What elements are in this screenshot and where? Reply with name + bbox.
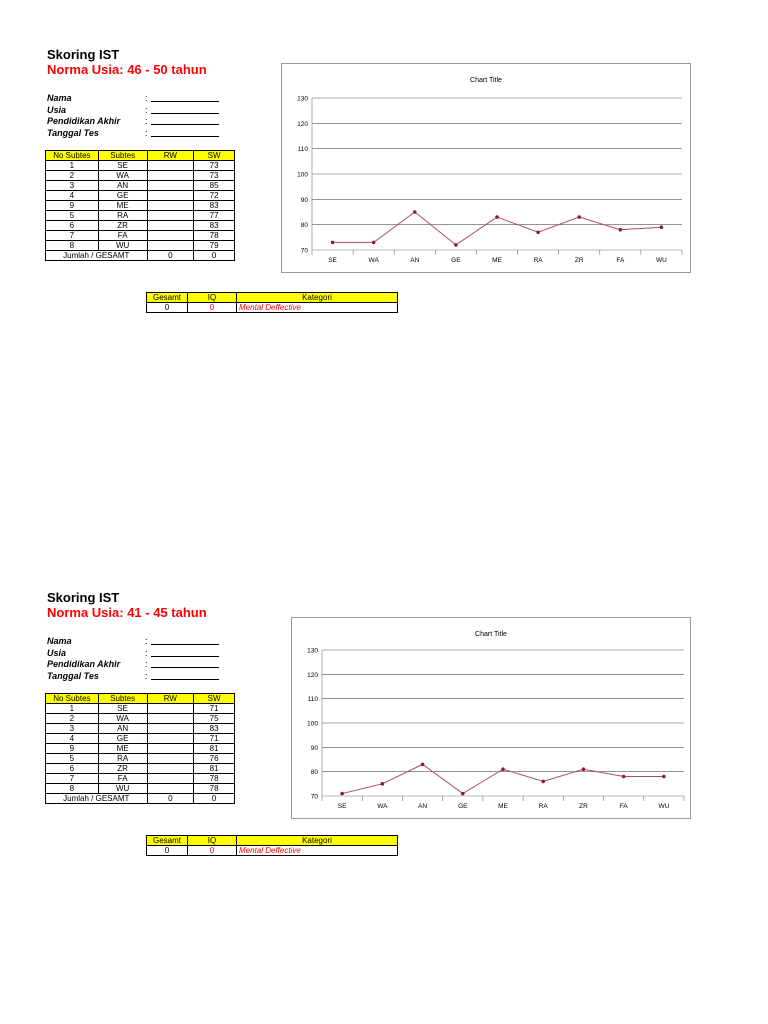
raw-score-cell[interactable]: [147, 171, 194, 181]
iq-table: [146, 292, 398, 313]
subtest-code: GE: [98, 734, 147, 744]
data-point: [381, 782, 385, 786]
table-row: [46, 704, 235, 714]
line-chart-svg: [292, 618, 690, 818]
field-blank-line[interactable]: [151, 667, 219, 668]
gesamt-value: 0: [147, 303, 188, 313]
table-row: [46, 764, 235, 774]
standard-score: 78: [194, 231, 235, 241]
field-blank-line[interactable]: [151, 136, 219, 137]
iq-row: [147, 303, 398, 313]
column-header: IQ: [188, 293, 237, 303]
raw-score-cell[interactable]: [147, 191, 194, 201]
total-raw: 0: [147, 251, 194, 261]
y-tick-label: 90: [300, 196, 308, 204]
column-header: SW: [194, 151, 235, 161]
table-row: [46, 241, 235, 251]
field-label: Pendidikan Akhir: [47, 659, 121, 669]
table-row: [46, 774, 235, 784]
raw-score-cell[interactable]: [147, 161, 194, 171]
data-point: [622, 775, 626, 779]
field-colon: :: [145, 636, 148, 646]
standard-score: 78: [194, 784, 235, 794]
data-point: [536, 230, 540, 234]
total-row: [46, 251, 235, 261]
table-row: [46, 784, 235, 794]
raw-score-cell[interactable]: [147, 181, 194, 191]
standard-score: 71: [194, 704, 235, 714]
field-usia: [47, 105, 227, 117]
score-header-row: [46, 694, 235, 704]
column-header: No Subtes: [46, 151, 99, 161]
field-label: Usia: [47, 104, 67, 115]
table-row: [46, 191, 235, 201]
column-header: RW: [147, 694, 194, 704]
gesamt-value: 0: [147, 846, 188, 856]
standard-score: 79: [194, 241, 235, 251]
data-point: [660, 225, 664, 229]
field-label: Nama: [47, 636, 72, 646]
subtest-number: 3: [46, 181, 99, 191]
line-chart: [291, 617, 691, 819]
field-label: Pendidikan Akhir: [47, 116, 121, 126]
data-point: [662, 775, 666, 779]
x-tick-label: AN: [410, 257, 420, 264]
y-tick-label: 80: [310, 769, 318, 777]
field-blank-line[interactable]: [151, 101, 219, 102]
column-header: Gesamt: [147, 293, 188, 303]
data-point: [619, 228, 623, 232]
x-tick-label: SE: [337, 803, 347, 810]
subtest-code: ME: [98, 201, 147, 211]
table-row: [46, 161, 235, 171]
table-row: [46, 754, 235, 764]
field-label: Usia: [47, 647, 67, 658]
x-tick-label: SE: [328, 257, 337, 264]
subtest-code: ZR: [98, 221, 147, 231]
field-colon: :: [145, 670, 148, 681]
x-tick-label: WA: [368, 257, 379, 264]
standard-score: 83: [194, 724, 235, 734]
raw-score-cell[interactable]: [147, 201, 194, 211]
line-chart: [281, 63, 691, 273]
x-tick-label: ZR: [579, 803, 588, 810]
total-label: Jumlah / GESAMT: [46, 794, 148, 804]
table-row: [46, 181, 235, 191]
table-row: [46, 211, 235, 221]
subtest-code: WA: [98, 714, 147, 724]
subtest-code: SE: [98, 704, 147, 714]
data-point: [331, 241, 335, 245]
table-row: [46, 221, 235, 231]
y-tick-label: 110: [307, 696, 318, 704]
y-tick-label: 90: [310, 744, 318, 752]
table-row: [46, 724, 235, 734]
iq-header-row: [147, 293, 398, 303]
standard-score: 72: [194, 191, 235, 201]
subtest-number: 5: [46, 211, 99, 221]
field-colon: :: [145, 116, 148, 126]
data-point: [421, 763, 425, 767]
column-header: Kategori: [237, 293, 398, 303]
data-point: [454, 243, 458, 247]
column-header: Subtes: [98, 694, 147, 704]
x-tick-label: WA: [377, 803, 388, 810]
field-colon: :: [145, 659, 148, 669]
x-tick-label: RA: [538, 803, 548, 810]
standard-score: 83: [194, 201, 235, 211]
age-norm: Norma Usia: 46 - 50 tahun: [47, 62, 207, 77]
standard-score: 83: [194, 221, 235, 231]
subtest-code: WA: [98, 171, 147, 181]
column-header: SW: [194, 694, 235, 704]
y-tick-label: 130: [307, 647, 318, 655]
category-value: Mental Deffective: [237, 303, 398, 313]
y-tick-label: 70: [310, 793, 318, 801]
sheet-title: Skoring IST: [47, 47, 120, 62]
subtest-code: ME: [98, 744, 147, 754]
field-usia: [47, 648, 227, 660]
subtest-number: 1: [46, 161, 99, 171]
raw-score-cell[interactable]: [147, 221, 194, 231]
field-pendidikan: [47, 116, 227, 128]
raw-score-cell[interactable]: [147, 231, 194, 241]
raw-score-cell[interactable]: [147, 704, 194, 714]
raw-score-cell[interactable]: [147, 754, 194, 764]
y-tick-label: 100: [307, 720, 318, 728]
table-row: [46, 231, 235, 241]
x-tick-label: FA: [619, 803, 628, 810]
raw-score-cell[interactable]: [147, 734, 194, 744]
sheet-title: Skoring IST: [47, 590, 120, 605]
subtest-number: 4: [46, 734, 99, 744]
column-header: IQ: [188, 836, 237, 846]
data-point: [501, 767, 505, 771]
y-tick-label: 120: [297, 120, 308, 128]
data-point: [413, 210, 417, 214]
data-point: [461, 792, 465, 796]
subtest-code: AN: [98, 181, 147, 191]
score-table: [45, 150, 235, 261]
data-point: [495, 215, 499, 219]
x-tick-label: GE: [451, 257, 461, 264]
data-point: [340, 792, 344, 796]
subtest-code: GE: [98, 191, 147, 201]
chart-title: Chart Title: [475, 631, 507, 638]
x-tick-label: GE: [458, 803, 468, 810]
identity-fields: [47, 636, 227, 682]
subtest-code: RA: [98, 211, 147, 221]
standard-score: 73: [194, 171, 235, 181]
standard-score: 78: [194, 774, 235, 784]
field-colon: :: [145, 647, 148, 658]
subtest-code: SE: [98, 161, 147, 171]
x-tick-label: ME: [498, 803, 508, 810]
raw-score-cell[interactable]: [147, 724, 194, 734]
table-row: [46, 171, 235, 181]
category-value: Mental Deffective: [237, 846, 398, 856]
raw-score-cell[interactable]: [147, 714, 194, 724]
table-row: [46, 734, 235, 744]
data-point: [372, 241, 376, 245]
data-point: [582, 767, 586, 771]
subtest-number: 5: [46, 754, 99, 764]
field-label: Nama: [47, 93, 72, 103]
table-row: [46, 744, 235, 754]
raw-score-cell[interactable]: [147, 764, 194, 774]
raw-score-cell[interactable]: [147, 241, 194, 251]
field-blank-line[interactable]: [151, 124, 219, 125]
total-standard: 0: [194, 794, 235, 804]
subtest-number: 9: [46, 201, 99, 211]
x-tick-label: ZR: [574, 257, 584, 264]
iq-header-row: [147, 836, 398, 846]
age-norm: Norma Usia: 41 - 45 tahun: [47, 605, 207, 620]
raw-score-cell[interactable]: [147, 784, 194, 794]
field-blank-line[interactable]: [151, 644, 219, 645]
standard-score: 73: [194, 161, 235, 171]
line-chart-svg: [282, 64, 690, 272]
y-tick-label: 70: [300, 247, 308, 255]
field-blank-line[interactable]: [151, 679, 219, 680]
subtest-number: 4: [46, 191, 99, 201]
subtest-code: WU: [98, 241, 147, 251]
x-tick-label: ME: [492, 257, 502, 264]
field-blank-line[interactable]: [151, 113, 219, 114]
standard-score: 71: [194, 734, 235, 744]
field-label: Tanggal Tes: [47, 127, 99, 138]
field-colon: :: [145, 104, 148, 115]
subtest-number: 3: [46, 724, 99, 734]
field-nama: [47, 93, 227, 105]
total-row: [46, 794, 235, 804]
y-tick-label: 130: [297, 95, 308, 103]
subtest-number: 6: [46, 764, 99, 774]
identity-fields: [47, 93, 227, 139]
column-header: RW: [147, 151, 194, 161]
iq-row: [147, 846, 398, 856]
subtest-number: 2: [46, 714, 99, 724]
chart-title: Chart Title: [470, 77, 502, 84]
iq-table: [146, 835, 398, 856]
data-point: [577, 215, 581, 219]
subtest-code: AN: [98, 724, 147, 734]
field-tanggal: [47, 128, 227, 140]
total-raw: 0: [147, 794, 194, 804]
subtest-number: 8: [46, 241, 99, 251]
score-table: [45, 693, 235, 804]
y-tick-label: 120: [307, 671, 318, 679]
field-colon: :: [145, 93, 148, 103]
total-standard: 0: [194, 251, 235, 261]
field-tanggal: [47, 671, 227, 683]
standard-score: 85: [194, 181, 235, 191]
x-tick-label: AN: [418, 803, 428, 810]
field-pendidikan: [47, 659, 227, 671]
subtest-number: 9: [46, 744, 99, 754]
subtest-number: 8: [46, 784, 99, 794]
standard-score: 81: [194, 744, 235, 754]
x-tick-label: WU: [658, 803, 670, 810]
y-tick-label: 100: [297, 171, 308, 179]
column-header: No Subtes: [46, 694, 99, 704]
field-colon: :: [145, 127, 148, 138]
raw-score-cell[interactable]: [147, 774, 194, 784]
field-blank-line[interactable]: [151, 656, 219, 657]
x-tick-label: RA: [533, 257, 543, 264]
subtest-code: FA: [98, 231, 147, 241]
subtest-number: 6: [46, 221, 99, 231]
subtest-number: 2: [46, 171, 99, 181]
y-tick-label: 110: [297, 146, 308, 154]
subtest-number: 7: [46, 774, 99, 784]
y-tick-label: 80: [300, 222, 308, 230]
total-label: Jumlah / GESAMT: [46, 251, 148, 261]
iq-value: 0: [188, 303, 237, 313]
iq-value: 0: [188, 846, 237, 856]
raw-score-cell[interactable]: [147, 744, 194, 754]
x-tick-label: WU: [656, 257, 667, 264]
field-nama: [47, 636, 227, 648]
subtest-number: 1: [46, 704, 99, 714]
score-header-row: [46, 151, 235, 161]
standard-score: 77: [194, 211, 235, 221]
standard-score: 75: [194, 714, 235, 724]
subtest-number: 7: [46, 231, 99, 241]
column-header: Subtes: [98, 151, 147, 161]
standard-score: 81: [194, 764, 235, 774]
data-point: [541, 780, 545, 784]
column-header: Kategori: [237, 836, 398, 846]
x-tick-label: FA: [616, 257, 625, 264]
table-row: [46, 714, 235, 724]
subtest-code: FA: [98, 774, 147, 784]
subtest-code: WU: [98, 784, 147, 794]
field-label: Tanggal Tes: [47, 670, 99, 681]
raw-score-cell[interactable]: [147, 211, 194, 221]
column-header: Gesamt: [147, 836, 188, 846]
subtest-code: RA: [98, 754, 147, 764]
table-row: [46, 201, 235, 211]
subtest-code: ZR: [98, 764, 147, 774]
standard-score: 76: [194, 754, 235, 764]
